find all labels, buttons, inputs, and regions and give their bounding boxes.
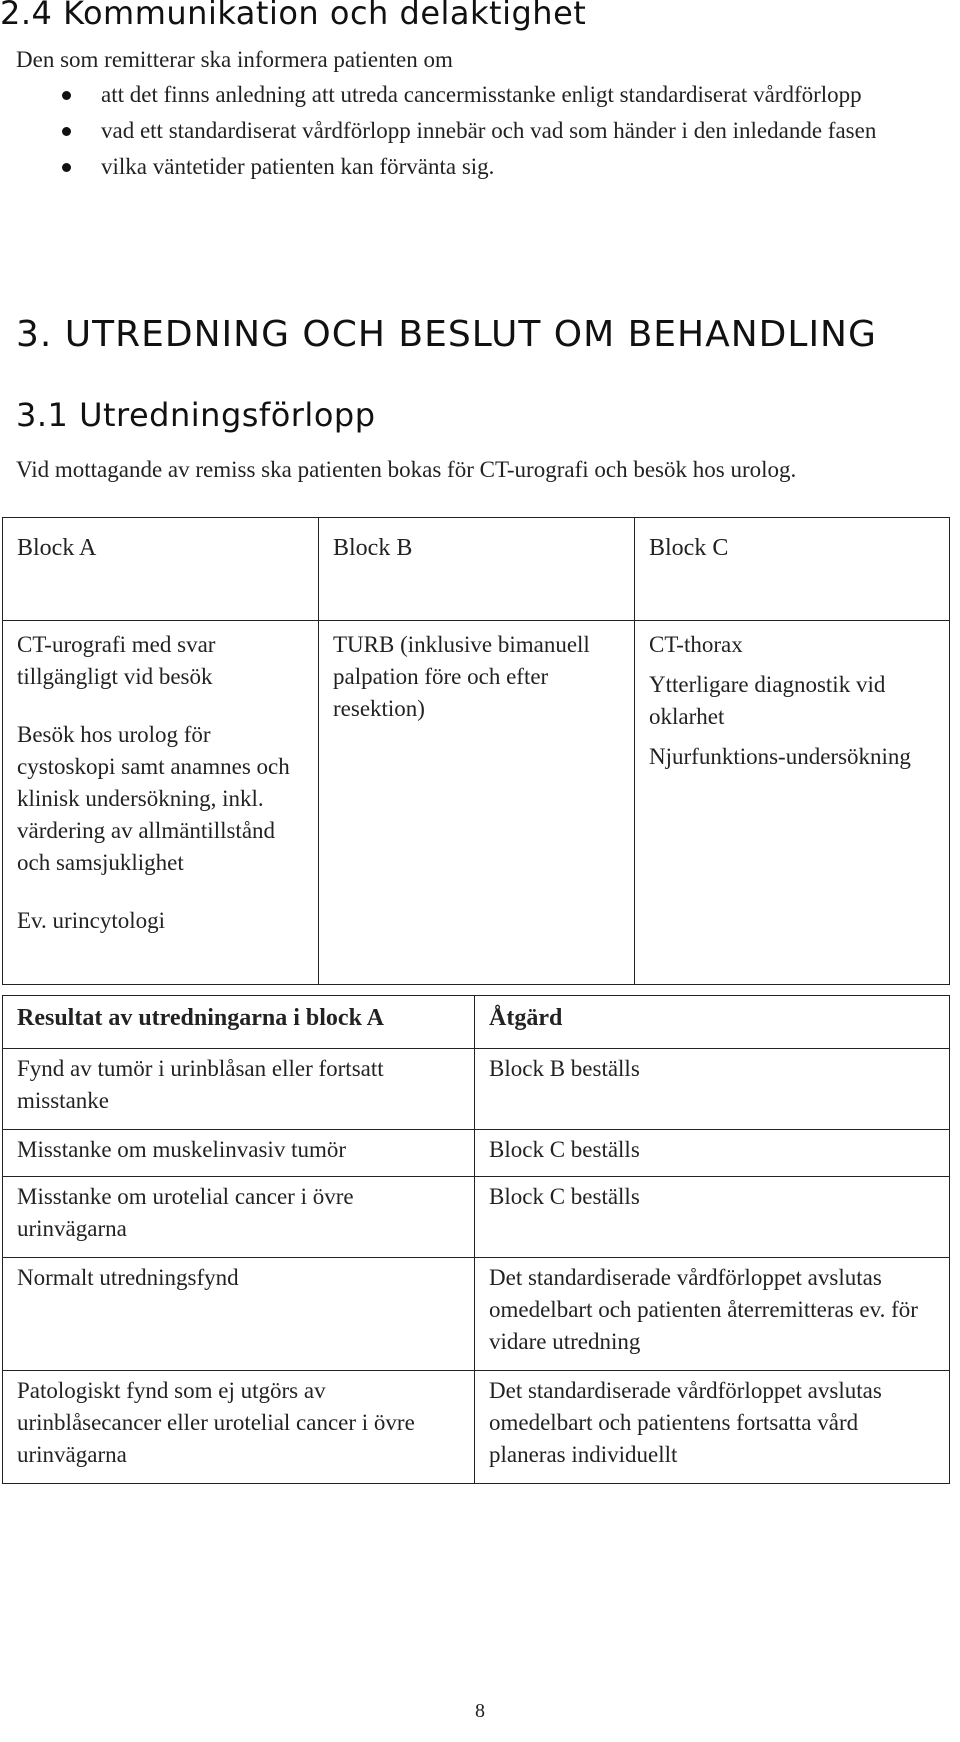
page-number: 8 — [475, 1700, 485, 1722]
bullet-icon — [62, 127, 71, 136]
result-cell: Normalt utredningsfynd — [3, 1258, 475, 1371]
bullet-item — [0, 151, 920, 183]
block-a-item: CT-urografi med svar tillgängligt vid besök — [17, 632, 216, 689]
results-table-header-row — [3, 996, 950, 1049]
section-3-heading: 3. UTREDNING OCH BESLUT OM BEHANDLING — [16, 314, 877, 355]
block-c-header: Block C — [635, 518, 950, 621]
block-a-cell — [3, 621, 319, 985]
result-cell: Patologiskt fynd som ej utgörs av urinblåsecancer eller urotelial cancer i övre urinvägarna — [3, 1371, 475, 1484]
table-row — [3, 1258, 950, 1371]
results-table — [2, 995, 950, 1484]
block-b-cell — [319, 621, 635, 985]
information-bullet-list — [0, 79, 920, 187]
block-c-item: Njurfunktions-undersökning — [649, 744, 911, 769]
block-a-header: Block A — [3, 518, 319, 621]
action-column-header: Åtgärd — [475, 996, 950, 1049]
block-b-item: TURB (inklusive bimanuell palpation före och efter resektion) — [333, 632, 590, 721]
section-2-4-intro: Den som remitterar ska informera patienten om — [16, 47, 453, 72]
result-cell: Fynd av tumör i urinblåsan eller fortsatt misstanke — [3, 1049, 475, 1130]
block-table-header-row — [3, 518, 950, 621]
action-cell: Block C beställs — [475, 1177, 950, 1258]
result-cell: Misstanke om urotelial cancer i övre urinvägarna — [3, 1177, 475, 1258]
block-c-cell — [635, 621, 950, 985]
bullet-item — [0, 115, 920, 147]
block-a-item: Ev. urincytologi — [17, 908, 165, 933]
bullet-icon — [62, 91, 71, 100]
table-row — [3, 1130, 950, 1177]
action-cell: Block B beställs — [475, 1049, 950, 1130]
block-table-body-row — [3, 621, 950, 985]
table-row — [3, 1177, 950, 1258]
section-2-4-heading: 2.4 Kommunikation och delaktighet — [0, 0, 587, 32]
action-cell: Block C beställs — [475, 1130, 950, 1177]
section-3-1-text: Vid mottagande av remiss ska patienten bokas för CT-urografi och besök hos urolog. — [16, 457, 797, 482]
results-column-header: Resultat av utredningarna i block A — [3, 996, 475, 1049]
table-row — [3, 1371, 950, 1484]
bullet-text: vilka väntetider patienten kan förvänta sig. — [101, 154, 495, 179]
action-cell: Det standardiserade vårdförloppet avslutas omedelbart och patienten återremitteras ev. för vidare utredning — [475, 1258, 950, 1371]
block-a-item: Besök hos urolog för cystoskopi samt anamnes och klinisk undersökning, inkl. värdering av allmäntillstånd och samsjuklighet — [17, 722, 290, 875]
bullet-item — [0, 79, 920, 111]
block-table — [2, 517, 950, 985]
action-cell: Det standardiserade vårdförloppet avslutas omedelbart och patientens fortsatta vård planeras individuellt — [475, 1371, 950, 1484]
section-3-1-heading: 3.1 Utredningsförlopp — [16, 396, 376, 434]
result-cell: Misstanke om muskelinvasiv tumör — [3, 1130, 475, 1177]
bullet-text: vad ett standardiserat vårdförlopp innebär och vad som händer i den inledande fasen — [101, 118, 877, 143]
block-b-header: Block B — [319, 518, 635, 621]
block-c-item: Ytterligare diagnostik vid oklarhet — [649, 672, 886, 729]
table-row — [3, 1049, 950, 1130]
bullet-icon — [62, 163, 71, 172]
block-c-item: CT-thorax — [649, 632, 743, 657]
bullet-text: att det finns anledning att utreda cancermisstanke enligt standardiserat vårdförlopp — [101, 82, 862, 107]
